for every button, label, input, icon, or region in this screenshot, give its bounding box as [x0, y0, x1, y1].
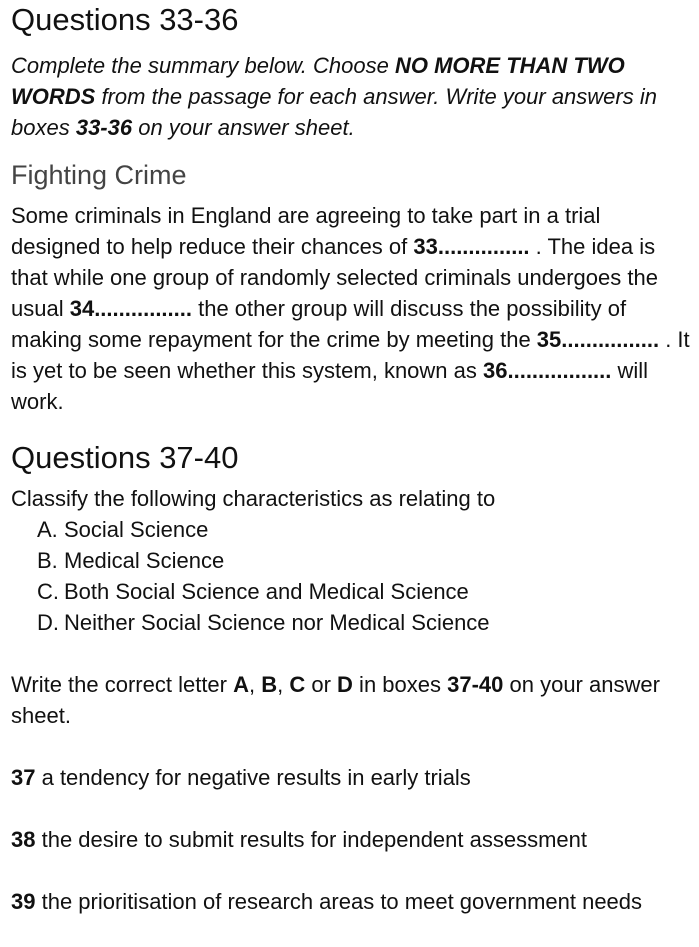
question-39: 39 the prioritisation of research areas to meet government needs	[11, 889, 643, 914]
question-37: 37 a tendency for negative results in early trials	[11, 765, 471, 790]
summary-title: Fighting Crime	[11, 160, 187, 190]
section-heading-37-40: Questions 37-40	[11, 440, 239, 475]
write-instructions: Write the correct letter A, B, C or D in boxes 37-40 on your answer sheet.	[11, 672, 660, 728]
answer-blank-35: 35................	[536, 327, 660, 352]
option-d: D. Neither Social Science nor Medical Science	[37, 610, 490, 635]
answer-blank-36: 36.................	[483, 358, 612, 383]
answer-blank-33: 33...............	[413, 234, 530, 259]
option-a: A. Social Science	[37, 517, 209, 542]
document-page	[11, 0, 695, 917]
question-38: 38 the desire to submit results for independent assessment	[11, 827, 587, 852]
section-heading-33-36: Questions 33-36	[11, 2, 239, 37]
option-b: B. Medical Science	[37, 548, 225, 573]
instructions-33-36: Complete the summary below. Choose NO MORE THAN TWO WORDS from the passage for each answer. Write your answers in boxes 33-36 on your answer sheet.	[11, 53, 657, 140]
classify-intro: Classify the following characteristics as relating to	[11, 486, 496, 511]
summary-text: Some criminals in England are agreeing to take part in a trial designed to help reduce their chances of 33............... . The idea is that while one group of randomly selected criminals undergoes the usual 34................ the other group will discuss the possibility of making some repayment for the crime by meeting the 35................ . It is yet to be seen whether this system, known as 36................. will work.	[11, 203, 690, 414]
category-options	[11, 514, 695, 638]
answer-blank-34: 34................	[69, 296, 192, 321]
option-c: C. Both Social Science and Medical Science	[37, 579, 469, 604]
